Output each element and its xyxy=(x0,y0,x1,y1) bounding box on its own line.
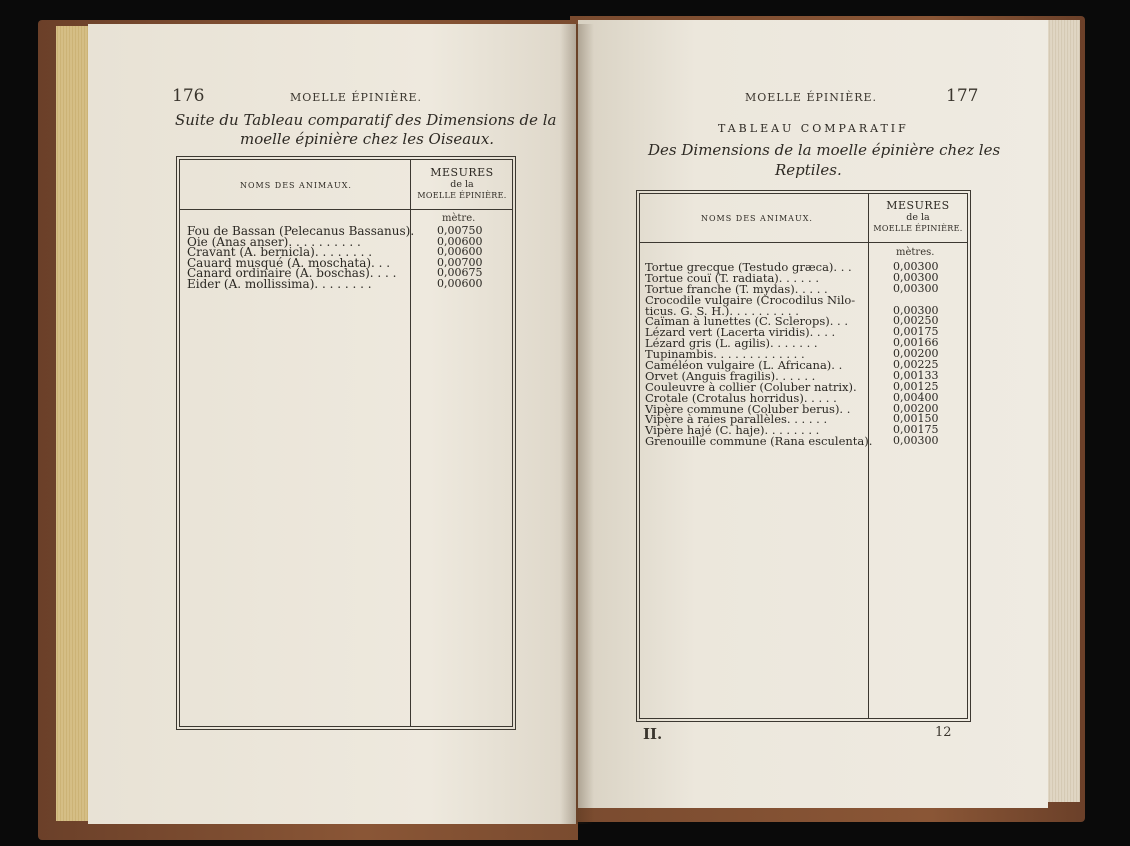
right-col-header-dela: de la xyxy=(906,212,930,223)
right-running-head: MOELLE ÉPINIÈRE. xyxy=(745,91,878,104)
measure-value: 0,00250 xyxy=(893,314,939,328)
left-page-number: 176 xyxy=(172,86,205,106)
right-title-caps: TABLEAU COMPARATIF xyxy=(718,122,909,135)
measure-value: 0,00300 xyxy=(893,434,939,448)
animal-name: Tortue couï (T. radiata). . . . . . xyxy=(645,270,819,285)
animal-name: Caméléon vulgaire (L. Africana). . xyxy=(645,358,843,373)
right-unit-label: mètres. xyxy=(896,247,935,258)
right-title-line2: Reptiles. xyxy=(775,161,842,179)
animal-name: Tortue grecque (Testudo græca). . . xyxy=(645,260,852,274)
measure-value: 0,00675 xyxy=(437,266,483,280)
animal-name: Orvet (Anguis fragilis). . . . . . xyxy=(645,368,816,383)
measure-value: 0,00125 xyxy=(893,379,939,393)
animal-name: Tupinambis. . . . . . . . . . . . . xyxy=(645,347,805,362)
table-row xyxy=(187,276,503,291)
left-table-header-rule xyxy=(179,209,513,210)
measure-value: 0,00750 xyxy=(437,224,483,237)
measure-value: 0,00600 xyxy=(437,234,483,248)
animal-name: Couleuvre à collier (Coluber natrix). xyxy=(645,379,857,394)
left-running-head: MOELLE ÉPINIÈRE. xyxy=(290,91,423,104)
measure-value: 0,00133 xyxy=(893,368,939,382)
left-table-rows xyxy=(187,226,503,290)
measure-value: 0,00300 xyxy=(893,281,939,295)
animal-name: Grenouille commune (Rana esculenta). xyxy=(645,434,873,449)
animal-name: Vipère hajé (C. haje). . . . . . . . xyxy=(645,423,820,438)
measure-value: 0,00200 xyxy=(893,347,939,361)
table-row xyxy=(645,436,965,447)
measure-value: 0,00175 xyxy=(893,325,939,339)
measure-value: 0,00200 xyxy=(893,401,939,415)
animal-name: Cravant (A. bernicla). . . . . . . . xyxy=(187,245,373,260)
right-title-line1: Des Dimensions de la moelle épinière chez les xyxy=(648,141,1001,159)
animal-name: Lézard vert (Lacerta viridis). . . . xyxy=(645,325,836,340)
animal-name: Fou de Bassan (Pelecanus Bassanus). xyxy=(187,224,415,238)
left-col-header-dela: de la xyxy=(450,179,474,190)
animal-name: Cauard musqué (A. moschata). . . xyxy=(187,255,391,270)
right-col-header-names: NOMS DES ANIMAUX. xyxy=(701,214,813,223)
animal-name: Oie (Anas anser). . . . . . . . . . xyxy=(187,234,361,249)
left-col-header-names: NOMS DES ANIMAUX. xyxy=(240,181,352,190)
animal-name: Tortue franche (T. mydas). . . . . xyxy=(645,281,828,296)
signature-number: 12 xyxy=(935,725,952,740)
measure-value: 0,00166 xyxy=(893,336,939,350)
right-col-header-moelle: MOELLE ÉPINIÈRE. xyxy=(873,224,963,233)
left-col-header-mesures: MESURES xyxy=(430,166,494,179)
measure-value: 0,00300 xyxy=(893,270,939,284)
measure-value: 0,00600 xyxy=(437,276,483,290)
measure-value: 0,00300 xyxy=(893,260,939,273)
right-col-header-mesures: MESURES xyxy=(886,199,950,212)
left-unit-label: mètre. xyxy=(442,213,476,224)
measure-value: 0,00700 xyxy=(437,255,483,269)
animal-name: Crocodile vulgaire (Crocodilus Nilo- xyxy=(645,292,856,307)
animal-name: Canard ordinaire (A. boschas). . . . xyxy=(187,266,397,281)
right-table-header-rule xyxy=(639,242,968,243)
measure-value: 0,00600 xyxy=(437,245,483,259)
gutter-shadow xyxy=(560,24,594,824)
measure-value: 0,00175 xyxy=(893,423,939,437)
measure-value: 0,00400 xyxy=(893,390,939,404)
left-col-header-moelle: MOELLE ÉPINIÈRE. xyxy=(417,191,507,200)
left-page-edges xyxy=(56,26,90,821)
right-table-rows xyxy=(645,262,965,447)
right-page-number: 177 xyxy=(946,86,979,106)
animal-name: Vipère à raies parallèles. . . . . . xyxy=(645,412,828,427)
animal-name: Caïman à lunettes (C. Sclerops). . . xyxy=(645,314,849,329)
measure-value: 0,00225 xyxy=(893,358,939,372)
animal-name: Vipère commune (Coluber berus). . xyxy=(645,401,851,416)
left-title-line2: moelle épinière chez les Oiseaux. xyxy=(240,130,495,148)
animal-name: Lézard gris (L. agilis). . . . . . . xyxy=(645,336,818,351)
measure-value: 0,00300 xyxy=(893,303,939,317)
left-title-line1: Suite du Tableau comparatif des Dimensions de la xyxy=(175,111,557,129)
measure-value: 0,00150 xyxy=(893,412,939,426)
signature-volume: II. xyxy=(643,725,663,743)
animal-name: ticus. G. S. H.). . . . . . . . . . xyxy=(645,303,799,318)
animal-name: Eider (A. mollissima). . . . . . . . xyxy=(187,276,372,291)
animal-name: Crotale (Crotalus horridus). . . . . xyxy=(645,390,837,405)
